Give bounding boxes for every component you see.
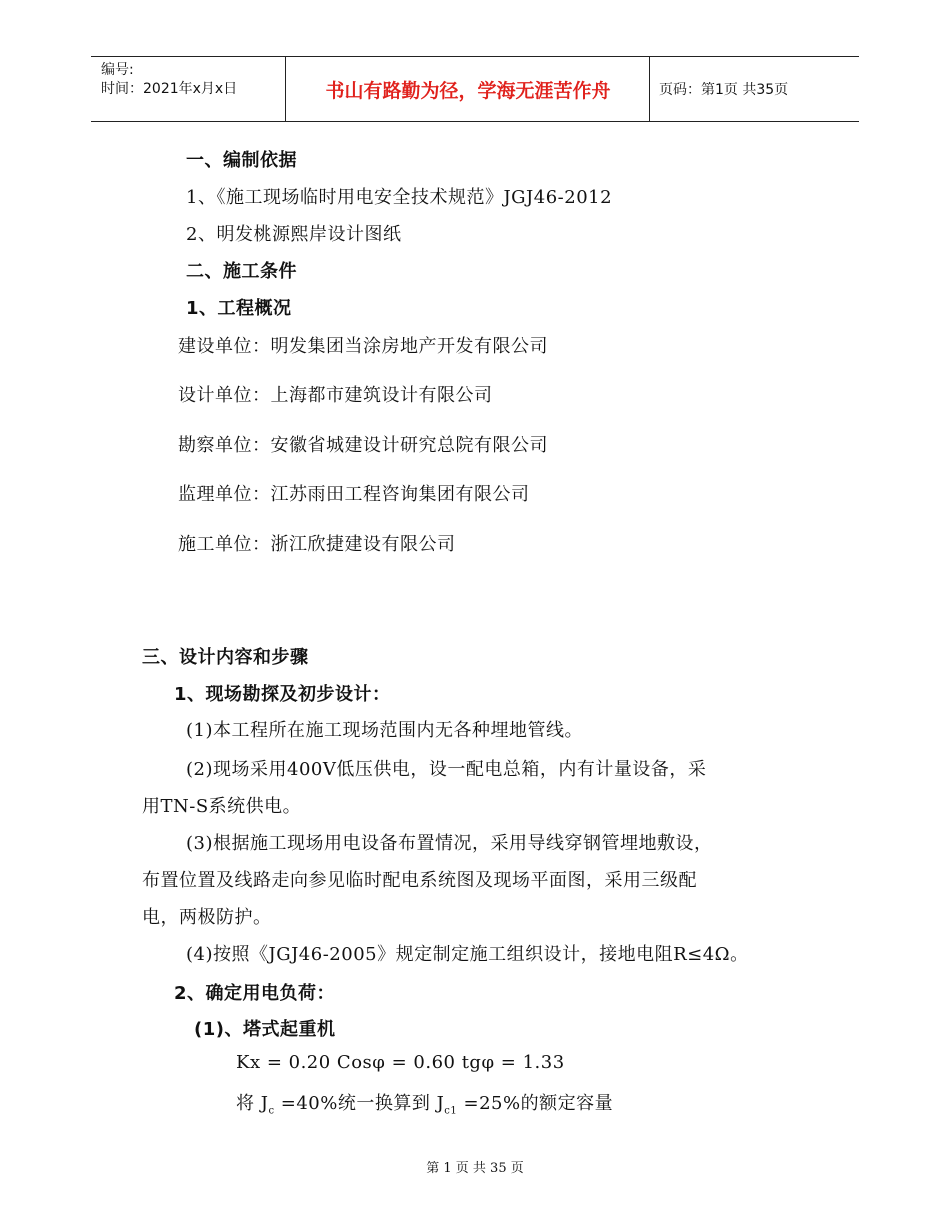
subscript: c1 bbox=[444, 1105, 458, 1117]
conversion-line bbox=[236, 1089, 613, 1117]
paragraph-3-line-1: (3)根据施工现场用电设备布置情况，采用导线穿钢管埋地敷设， bbox=[186, 833, 713, 854]
subheading-project-overview: 1、工程概况 bbox=[186, 298, 292, 319]
header-meta bbox=[101, 61, 237, 99]
formula-line: Kx = 0.20 Cosφ = 0.60 tgφ = 1.33 bbox=[236, 1052, 565, 1073]
section-heading-1: 一、编制依据 bbox=[186, 150, 297, 171]
number-label: 编号: bbox=[101, 62, 134, 78]
section-heading-3: 三、设计内容和步骤 bbox=[142, 647, 309, 668]
basis-item-1: 1、《施工现场临时用电安全技术规范》JGJ46-2012 bbox=[186, 187, 613, 208]
conversion-text: =25%的额定容量 bbox=[457, 1093, 614, 1114]
header-page-info: 页码：第1页 共35页 bbox=[659, 82, 789, 98]
header-divider bbox=[649, 57, 650, 121]
paragraph-3-line-3: 电，两极防护。 bbox=[142, 907, 272, 928]
time-label: 时间：2021年x月x日 bbox=[101, 81, 238, 97]
step-heading-1: 1、现场勘探及初步设计： bbox=[174, 684, 391, 705]
paragraph-1: (1)本工程所在施工现场范围内无各种埋地管线。 bbox=[186, 720, 583, 741]
header-divider bbox=[285, 57, 286, 121]
unit-build: 建设单位：明发集团当涂房地产开发有限公司 bbox=[178, 336, 548, 357]
header-motto: 书山有路勤为径，学海无涯苦作舟 bbox=[325, 79, 611, 102]
basis-item-2: 2、明发桃源熙岸设计图纸 bbox=[186, 224, 402, 245]
unit-survey: 勘察单位：安徽省城建设计研究总院有限公司 bbox=[178, 435, 548, 456]
paragraph-2-line-2: 用TN-S系统供电。 bbox=[142, 796, 302, 817]
paragraph-4: (4)按照《JGJ46-2005》规定制定施工组织设计，接地电阻R≤4Ω。 bbox=[186, 944, 749, 965]
subscript: c bbox=[268, 1105, 275, 1117]
step-heading-2: 2、确定用电负荷： bbox=[174, 983, 336, 1004]
unit-design: 设计单位：上海都市建筑设计有限公司 bbox=[178, 385, 493, 406]
conversion-text: =40%统一换算到 J bbox=[274, 1093, 445, 1114]
unit-construct: 施工单位：浙江欣捷建设有限公司 bbox=[178, 534, 456, 555]
page-footer: 第 1 页 共 35 页 bbox=[426, 1161, 524, 1176]
paragraph-3-line-2: 布置位置及线路走向参见临时配电系统图及现场平面图，采用三级配 bbox=[142, 870, 697, 891]
paragraph-2-line-1: (2)现场采用400V低压供电，设一配电总箱，内有计量设备，采 bbox=[186, 759, 707, 780]
page-header bbox=[91, 56, 859, 122]
subheading-tower-crane: (1)、塔式起重机 bbox=[194, 1019, 336, 1040]
unit-supervise: 监理单位：江苏雨田工程咨询集团有限公司 bbox=[178, 484, 530, 505]
section-heading-2: 二、施工条件 bbox=[186, 261, 297, 282]
conversion-text: 将 J bbox=[236, 1093, 269, 1114]
